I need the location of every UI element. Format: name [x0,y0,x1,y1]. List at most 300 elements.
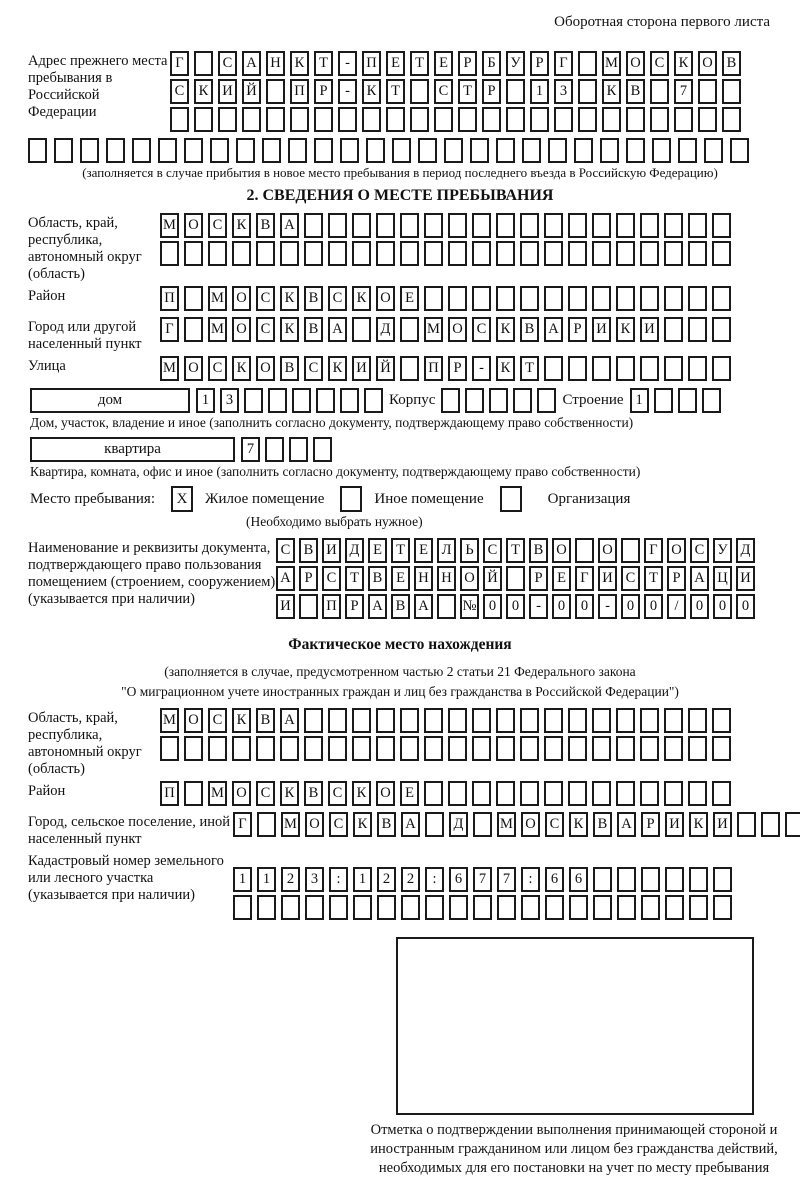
char-cell[interactable] [568,241,587,266]
char-cell[interactable]: А [368,594,387,619]
char-cell[interactable] [352,736,371,761]
char-cell[interactable] [641,867,660,892]
char-cell[interactable]: И [218,79,237,104]
char-cell[interactable] [592,286,611,311]
char-cell[interactable] [713,895,732,920]
char-cell[interactable]: С [322,566,341,591]
char-cell[interactable] [688,736,707,761]
char-cell[interactable] [444,138,463,163]
char-cell[interactable]: В [722,51,741,76]
char-cell[interactable]: Т [391,538,410,563]
char-cell[interactable] [449,895,468,920]
char-cell[interactable]: А [280,213,299,238]
char-cell[interactable] [244,388,263,413]
char-cell[interactable] [288,138,307,163]
char-cell[interactable]: П [160,781,179,806]
char-cell[interactable] [448,708,467,733]
char-cell[interactable]: И [713,812,732,837]
char-cell[interactable]: Й [242,79,261,104]
char-cell[interactable]: К [569,812,588,837]
char-cell[interactable] [232,241,251,266]
char-cell[interactable]: О [521,812,540,837]
char-cell[interactable] [640,213,659,238]
char-cell[interactable]: И [598,566,617,591]
char-cell[interactable] [722,107,741,132]
char-cell[interactable] [437,594,456,619]
char-cell[interactable] [544,708,563,733]
char-cell[interactable]: 6 [449,867,468,892]
char-cell[interactable]: В [368,566,387,591]
char-cell[interactable] [664,781,683,806]
char-cell[interactable] [304,241,323,266]
char-cell[interactable]: К [616,317,635,342]
char-cell[interactable]: П [160,286,179,311]
char-cell[interactable] [513,388,532,413]
char-cell[interactable] [592,708,611,733]
char-cell[interactable] [698,107,717,132]
char-cell[interactable] [424,241,443,266]
char-cell[interactable] [640,708,659,733]
char-cell[interactable]: Т [506,538,525,563]
char-cell[interactable]: 1 [196,388,215,413]
char-cell[interactable] [496,286,515,311]
char-cell[interactable]: 1 [530,79,549,104]
char-cell[interactable] [184,736,203,761]
char-cell[interactable]: И [276,594,295,619]
char-cell[interactable] [472,781,491,806]
char-cell[interactable] [688,241,707,266]
char-cell[interactable] [544,241,563,266]
char-cell[interactable]: : [329,867,348,892]
char-cell[interactable] [578,51,597,76]
char-cell[interactable]: Ь [460,538,479,563]
char-cell[interactable]: В [256,213,275,238]
char-cell[interactable]: Е [400,286,419,311]
char-cell[interactable]: Р [641,812,660,837]
char-cell[interactable] [257,812,276,837]
char-cell[interactable]: И [736,566,755,591]
char-cell[interactable]: К [352,781,371,806]
char-cell[interactable] [314,107,333,132]
char-cell[interactable]: / [667,594,686,619]
char-cell[interactable]: А [280,708,299,733]
char-cell[interactable]: О [376,781,395,806]
char-cell[interactable]: А [690,566,709,591]
char-cell[interactable]: М [160,356,179,381]
char-cell[interactable]: Т [386,79,405,104]
char-cell[interactable] [497,895,516,920]
char-cell[interactable]: О [667,538,686,563]
char-cell[interactable] [521,895,540,920]
char-cell[interactable] [410,107,429,132]
char-cell[interactable]: Р [667,566,686,591]
char-cell[interactable]: В [377,812,396,837]
char-cell[interactable] [545,895,564,920]
char-cell[interactable]: С [650,51,669,76]
char-cell[interactable]: К [496,356,515,381]
char-cell[interactable] [425,895,444,920]
char-cell[interactable] [194,51,213,76]
char-cell[interactable]: О [626,51,645,76]
char-cell[interactable] [578,79,597,104]
char-cell[interactable] [674,107,693,132]
char-cell[interactable]: Й [376,356,395,381]
char-cell[interactable] [448,241,467,266]
char-cell[interactable] [458,107,477,132]
char-cell[interactable]: 3 [554,79,573,104]
char-cell[interactable]: В [626,79,645,104]
char-cell[interactable] [352,317,371,342]
char-cell[interactable] [292,388,311,413]
char-cell[interactable] [522,138,541,163]
char-cell[interactable]: 7 [674,79,693,104]
char-cell[interactable] [664,356,683,381]
char-cell[interactable]: 0 [736,594,755,619]
char-cell[interactable]: С [256,317,275,342]
char-cell[interactable]: О [698,51,717,76]
char-cell[interactable]: С [256,286,275,311]
checkbox-zhiloe[interactable]: X [171,486,193,512]
char-cell[interactable]: 0 [552,594,571,619]
char-cell[interactable]: С [328,781,347,806]
char-cell[interactable] [688,213,707,238]
apartment-type-box[interactable]: квартира [30,437,235,462]
char-cell[interactable]: О [598,538,617,563]
char-cell[interactable]: Д [449,812,468,837]
char-cell[interactable] [640,736,659,761]
char-cell[interactable]: И [592,317,611,342]
char-cell[interactable] [242,107,261,132]
char-cell[interactable]: Р [529,566,548,591]
char-cell[interactable] [689,867,708,892]
char-cell[interactable] [328,708,347,733]
char-cell[interactable] [268,388,287,413]
char-cell[interactable] [410,79,429,104]
char-cell[interactable] [328,736,347,761]
char-cell[interactable] [434,107,453,132]
char-cell[interactable] [664,286,683,311]
char-cell[interactable]: С [621,566,640,591]
char-cell[interactable]: Е [414,538,433,563]
char-cell[interactable]: Т [410,51,429,76]
char-cell[interactable] [616,781,635,806]
char-cell[interactable]: 0 [575,594,594,619]
char-cell[interactable]: 1 [257,867,276,892]
char-cell[interactable] [544,213,563,238]
char-cell[interactable]: : [521,867,540,892]
char-cell[interactable] [698,79,717,104]
char-cell[interactable]: О [184,213,203,238]
char-cell[interactable]: П [424,356,443,381]
char-cell[interactable] [473,895,492,920]
char-cell[interactable]: Е [434,51,453,76]
char-cell[interactable] [208,241,227,266]
char-cell[interactable] [352,241,371,266]
char-cell[interactable] [290,107,309,132]
char-cell[interactable] [520,286,539,311]
char-cell[interactable] [401,895,420,920]
char-cell[interactable] [600,138,619,163]
char-cell[interactable]: О [232,317,251,342]
char-cell[interactable] [313,437,332,462]
char-cell[interactable]: С [208,213,227,238]
char-cell[interactable] [688,317,707,342]
char-cell[interactable]: К [232,213,251,238]
char-cell[interactable] [616,241,635,266]
char-cell[interactable]: С [329,812,348,837]
char-cell[interactable]: Б [482,51,501,76]
char-cell[interactable]: Р [448,356,467,381]
char-cell[interactable] [688,781,707,806]
char-cell[interactable]: А [328,317,347,342]
char-cell[interactable] [617,867,636,892]
char-cell[interactable] [184,241,203,266]
char-cell[interactable] [132,138,151,163]
char-cell[interactable]: В [529,538,548,563]
char-cell[interactable] [352,213,371,238]
char-cell[interactable]: К [352,286,371,311]
char-cell[interactable]: Д [736,538,755,563]
char-cell[interactable]: Н [414,566,433,591]
char-cell[interactable] [184,317,203,342]
char-cell[interactable]: 7 [473,867,492,892]
char-cell[interactable]: П [322,594,341,619]
char-cell[interactable] [712,781,731,806]
char-cell[interactable]: 2 [281,867,300,892]
char-cell[interactable]: С [483,538,502,563]
char-cell[interactable] [210,138,229,163]
char-cell[interactable] [400,356,419,381]
char-cell[interactable]: О [448,317,467,342]
char-cell[interactable]: 3 [220,388,239,413]
char-cell[interactable] [506,79,525,104]
char-cell[interactable] [158,138,177,163]
char-cell[interactable] [730,138,749,163]
char-cell[interactable] [376,708,395,733]
char-cell[interactable]: В [304,317,323,342]
char-cell[interactable]: Р [299,566,318,591]
char-cell[interactable]: Р [568,317,587,342]
char-cell[interactable] [664,736,683,761]
char-cell[interactable]: В [593,812,612,837]
char-cell[interactable]: - [338,51,357,76]
char-cell[interactable]: Р [345,594,364,619]
char-cell[interactable] [328,213,347,238]
char-cell[interactable]: С [218,51,237,76]
char-cell[interactable]: К [280,781,299,806]
char-cell[interactable] [737,812,756,837]
char-cell[interactable]: 1 [353,867,372,892]
char-cell[interactable] [256,736,275,761]
char-cell[interactable] [424,213,443,238]
char-cell[interactable]: Р [458,51,477,76]
char-cell[interactable] [568,286,587,311]
char-cell[interactable] [785,812,800,837]
char-cell[interactable]: М [281,812,300,837]
char-cell[interactable] [329,895,348,920]
char-cell[interactable]: Е [386,51,405,76]
char-cell[interactable] [340,138,359,163]
char-cell[interactable] [640,781,659,806]
char-cell[interactable] [424,286,443,311]
char-cell[interactable] [424,736,443,761]
char-cell[interactable] [704,138,723,163]
char-cell[interactable] [520,213,539,238]
char-cell[interactable]: М [160,708,179,733]
char-cell[interactable] [664,708,683,733]
char-cell[interactable]: С [170,79,189,104]
char-cell[interactable] [652,138,671,163]
char-cell[interactable]: К [689,812,708,837]
char-cell[interactable] [160,736,179,761]
char-cell[interactable] [506,107,525,132]
char-cell[interactable] [465,388,484,413]
char-cell[interactable]: П [290,79,309,104]
char-cell[interactable]: С [545,812,564,837]
char-cell[interactable]: К [232,708,251,733]
char-cell[interactable] [304,213,323,238]
char-cell[interactable]: 3 [305,867,324,892]
char-cell[interactable] [568,781,587,806]
char-cell[interactable] [208,736,227,761]
char-cell[interactable] [470,138,489,163]
char-cell[interactable] [702,388,721,413]
char-cell[interactable] [496,736,515,761]
char-cell[interactable]: Е [552,566,571,591]
char-cell[interactable] [520,781,539,806]
char-cell[interactable]: Г [644,538,663,563]
char-cell[interactable] [496,138,515,163]
char-cell[interactable] [544,781,563,806]
char-cell[interactable]: Т [458,79,477,104]
char-cell[interactable]: П [362,51,381,76]
char-cell[interactable]: Г [160,317,179,342]
char-cell[interactable] [184,138,203,163]
char-cell[interactable] [400,317,419,342]
char-cell[interactable] [160,241,179,266]
char-cell[interactable]: 7 [241,437,260,462]
char-cell[interactable]: В [280,356,299,381]
char-cell[interactable] [338,107,357,132]
char-cell[interactable]: Т [644,566,663,591]
char-cell[interactable]: К [602,79,621,104]
char-cell[interactable] [472,736,491,761]
char-cell[interactable]: К [194,79,213,104]
char-cell[interactable]: № [460,594,479,619]
char-cell[interactable] [184,781,203,806]
char-cell[interactable] [722,79,741,104]
char-cell[interactable] [568,213,587,238]
char-cell[interactable]: О [232,286,251,311]
char-cell[interactable]: Г [170,51,189,76]
char-cell[interactable] [425,812,444,837]
char-cell[interactable] [400,708,419,733]
char-cell[interactable]: С [690,538,709,563]
char-cell[interactable] [489,388,508,413]
char-cell[interactable]: Е [368,538,387,563]
char-cell[interactable] [554,107,573,132]
char-cell[interactable] [602,107,621,132]
char-cell[interactable]: Т [520,356,539,381]
char-cell[interactable] [616,356,635,381]
char-cell[interactable] [592,241,611,266]
char-cell[interactable] [418,138,437,163]
char-cell[interactable]: У [506,51,525,76]
checkbox-inoe[interactable] [340,486,362,512]
char-cell[interactable] [592,781,611,806]
char-cell[interactable] [537,388,556,413]
char-cell[interactable] [366,138,385,163]
char-cell[interactable] [713,867,732,892]
char-cell[interactable] [265,437,284,462]
char-cell[interactable]: В [520,317,539,342]
char-cell[interactable]: У [713,538,732,563]
char-cell[interactable] [106,138,125,163]
char-cell[interactable]: О [552,538,571,563]
char-cell[interactable] [678,388,697,413]
char-cell[interactable] [688,356,707,381]
char-cell[interactable]: 6 [569,867,588,892]
char-cell[interactable] [640,241,659,266]
char-cell[interactable] [712,317,731,342]
char-cell[interactable]: О [460,566,479,591]
char-cell[interactable]: В [391,594,410,619]
char-cell[interactable] [575,538,594,563]
char-cell[interactable] [377,895,396,920]
char-cell[interactable] [616,736,635,761]
char-cell[interactable]: Р [482,79,501,104]
char-cell[interactable]: К [674,51,693,76]
char-cell[interactable] [496,708,515,733]
char-cell[interactable] [664,241,683,266]
char-cell[interactable] [592,736,611,761]
char-cell[interactable]: О [184,356,203,381]
char-cell[interactable] [569,895,588,920]
char-cell[interactable]: О [184,708,203,733]
char-cell[interactable] [289,437,308,462]
char-cell[interactable] [256,241,275,266]
char-cell[interactable] [496,213,515,238]
char-cell[interactable] [80,138,99,163]
char-cell[interactable] [592,356,611,381]
char-cell[interactable] [392,138,411,163]
char-cell[interactable] [376,241,395,266]
char-cell[interactable]: А [544,317,563,342]
char-cell[interactable]: А [242,51,261,76]
char-cell[interactable]: М [208,286,227,311]
char-cell[interactable] [305,895,324,920]
char-cell[interactable] [593,895,612,920]
char-cell[interactable] [621,538,640,563]
char-cell[interactable]: - [598,594,617,619]
char-cell[interactable] [712,286,731,311]
char-cell[interactable] [664,317,683,342]
char-cell[interactable]: 0 [713,594,732,619]
char-cell[interactable] [640,356,659,381]
char-cell[interactable]: 1 [630,388,649,413]
char-cell[interactable]: К [496,317,515,342]
char-cell[interactable] [712,356,731,381]
char-cell[interactable]: - [529,594,548,619]
char-cell[interactable] [54,138,73,163]
char-cell[interactable] [441,388,460,413]
char-cell[interactable]: 0 [644,594,663,619]
char-cell[interactable]: К [328,356,347,381]
char-cell[interactable] [233,895,252,920]
char-cell[interactable]: 0 [483,594,502,619]
char-cell[interactable]: : [425,867,444,892]
char-cell[interactable] [362,107,381,132]
